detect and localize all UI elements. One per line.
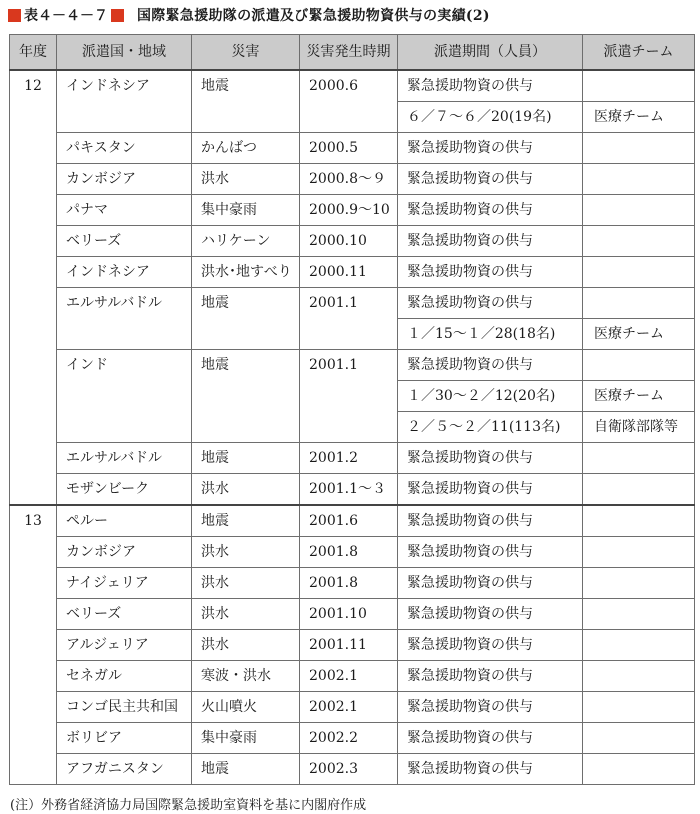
table-row — [10, 164, 695, 195]
period-cell: １／15～１／28(18名) — [398, 319, 583, 350]
period-cell: 緊急援助物資の供与 — [398, 599, 583, 630]
team-cell — [583, 350, 695, 381]
disaster-cell: 洪水 — [192, 537, 300, 568]
team-cell — [583, 226, 695, 257]
table-caption — [8, 4, 698, 26]
country-cell: カンボジア — [57, 537, 192, 568]
country-cell: インドネシア — [57, 257, 192, 288]
date-cell: 2002.2 — [300, 723, 398, 754]
disaster-cell: 地震 — [192, 350, 300, 443]
fiscal-year-cell: 12 — [10, 70, 57, 505]
disaster-cell: 火山噴火 — [192, 692, 300, 723]
team-cell — [583, 443, 695, 474]
date-cell: 2001.8 — [300, 568, 398, 599]
caption-marker-icon — [111, 9, 124, 22]
date-cell: 2001.8 — [300, 537, 398, 568]
team-cell — [583, 754, 695, 785]
table-row — [10, 195, 695, 226]
date-cell: 2000.10 — [300, 226, 398, 257]
disaster-cell: 地震 — [192, 70, 300, 133]
fiscal-year-cell: 13 — [10, 505, 57, 785]
team-cell — [583, 630, 695, 661]
disaster-cell: 地震 — [192, 443, 300, 474]
table-row — [10, 599, 695, 630]
table-row — [10, 257, 695, 288]
header-country: 派遣国・地域 — [57, 35, 192, 71]
team-cell — [583, 288, 695, 319]
date-cell: 2000.5 — [300, 133, 398, 164]
fiscal-year-12-block — [10, 70, 695, 505]
period-cell: 緊急援助物資の供与 — [398, 288, 583, 319]
team-cell: 自衛隊部隊等 — [583, 412, 695, 443]
disaster-cell: 洪水 — [192, 164, 300, 195]
country-cell: パキスタン — [57, 133, 192, 164]
period-cell: 緊急援助物資の供与 — [398, 164, 583, 195]
disaster-cell: 集中豪雨 — [192, 723, 300, 754]
table-number: 表４－４－７ — [24, 8, 108, 24]
date-cell: 2001.1 — [300, 350, 398, 443]
date-cell: 2000.6 — [300, 70, 398, 133]
team-cell — [583, 474, 695, 506]
period-cell: 緊急援助物資の供与 — [398, 661, 583, 692]
table-row — [10, 630, 695, 661]
disaster-cell: 地震 — [192, 505, 300, 537]
date-cell: 2001.1～３ — [300, 474, 398, 506]
period-cell: 緊急援助物資の供与 — [398, 133, 583, 164]
header-team: 派遣チーム — [583, 35, 695, 71]
disaster-cell: かんばつ — [192, 133, 300, 164]
country-cell: ペルー — [57, 505, 192, 537]
table-row — [10, 692, 695, 723]
team-cell — [583, 599, 695, 630]
table-row — [10, 661, 695, 692]
period-cell: 緊急援助物資の供与 — [398, 350, 583, 381]
country-cell: インド — [57, 350, 192, 443]
period-cell: 緊急援助物資の供与 — [398, 692, 583, 723]
table-title: 国際緊急援助隊の派遣及び緊急援助物資供与の実績(2) — [137, 8, 490, 24]
country-cell: ナイジェリア — [57, 568, 192, 599]
team-cell: 医療チーム — [583, 381, 695, 412]
country-cell: エルサルバドル — [57, 443, 192, 474]
table-row — [10, 443, 695, 474]
header-date: 災害発生時期 — [300, 35, 398, 71]
caption-marker-icon — [8, 9, 21, 22]
period-cell: 緊急援助物資の供与 — [398, 474, 583, 506]
table-row — [10, 723, 695, 754]
country-cell: モザンビーク — [57, 474, 192, 506]
table-row — [10, 568, 695, 599]
team-cell — [583, 257, 695, 288]
source-note: (注）外務省経済協力局国際緊急援助室資料を基に内閣府作成 — [10, 798, 367, 813]
country-cell: セネガル — [57, 661, 192, 692]
header-disaster: 災害 — [192, 35, 300, 71]
team-cell — [583, 505, 695, 537]
period-cell: １／30～２／12(20名) — [398, 381, 583, 412]
country-cell: ボリビア — [57, 723, 192, 754]
disaster-cell: 洪水 — [192, 474, 300, 506]
table-row — [10, 537, 695, 568]
team-cell — [583, 568, 695, 599]
date-cell: 2002.1 — [300, 692, 398, 723]
period-cell: 緊急援助物資の供与 — [398, 257, 583, 288]
aid-record-table — [9, 34, 695, 785]
date-cell: 2002.1 — [300, 661, 398, 692]
table-row — [10, 133, 695, 164]
team-cell: 医療チーム — [583, 102, 695, 133]
disaster-cell: 地震 — [192, 754, 300, 785]
date-cell: 2002.3 — [300, 754, 398, 785]
date-cell: 2001.2 — [300, 443, 398, 474]
date-cell: 2000.9～10 — [300, 195, 398, 226]
disaster-cell: 洪水 — [192, 599, 300, 630]
date-cell: 2001.11 — [300, 630, 398, 661]
country-cell: コンゴ民主共和国 — [57, 692, 192, 723]
date-cell: 2001.10 — [300, 599, 398, 630]
country-cell: パナマ — [57, 195, 192, 226]
disaster-cell: 寒波・洪水 — [192, 661, 300, 692]
country-cell: アフガニスタン — [57, 754, 192, 785]
table-row — [10, 754, 695, 785]
country-cell: アルジェリア — [57, 630, 192, 661]
team-cell — [583, 70, 695, 102]
period-cell: ２／５～２／11(113名) — [398, 412, 583, 443]
header-period: 派遣期間（人員） — [398, 35, 583, 71]
disaster-cell: 洪水 — [192, 568, 300, 599]
table-row — [10, 288, 695, 319]
period-cell: 緊急援助物資の供与 — [398, 226, 583, 257]
team-cell: 医療チーム — [583, 319, 695, 350]
country-cell: カンボジア — [57, 164, 192, 195]
country-cell: ベリーズ — [57, 226, 192, 257]
team-cell — [583, 195, 695, 226]
country-cell: インドネシア — [57, 70, 192, 133]
period-cell: 緊急援助物資の供与 — [398, 568, 583, 599]
period-cell: 緊急援助物資の供与 — [398, 537, 583, 568]
period-cell: 緊急援助物資の供与 — [398, 754, 583, 785]
disaster-cell: 集中豪雨 — [192, 195, 300, 226]
team-cell — [583, 537, 695, 568]
disaster-cell: 地震 — [192, 288, 300, 350]
disaster-cell: 洪水･地すべり — [192, 257, 300, 288]
disaster-cell: 洪水 — [192, 630, 300, 661]
team-cell — [583, 164, 695, 195]
period-cell: ６／７～６／20(19名) — [398, 102, 583, 133]
period-cell: 緊急援助物資の供与 — [398, 195, 583, 226]
table-row — [10, 226, 695, 257]
header-row — [10, 35, 695, 71]
period-cell: 緊急援助物資の供与 — [398, 630, 583, 661]
country-cell: エルサルバドル — [57, 288, 192, 350]
date-cell: 2000.8～９ — [300, 164, 398, 195]
fiscal-year-13-block — [10, 505, 695, 785]
period-cell: 緊急援助物資の供与 — [398, 505, 583, 537]
table-row — [10, 474, 695, 506]
date-cell: 2000.11 — [300, 257, 398, 288]
table-row — [10, 350, 695, 381]
team-cell — [583, 661, 695, 692]
team-cell — [583, 133, 695, 164]
table-row — [10, 70, 695, 102]
period-cell: 緊急援助物資の供与 — [398, 70, 583, 102]
team-cell — [583, 723, 695, 754]
country-cell: ベリーズ — [57, 599, 192, 630]
header-year: 年度 — [10, 35, 57, 71]
team-cell — [583, 692, 695, 723]
date-cell: 2001.1 — [300, 288, 398, 350]
table-row — [10, 505, 695, 537]
period-cell: 緊急援助物資の供与 — [398, 723, 583, 754]
disaster-cell: ハリケーン — [192, 226, 300, 257]
date-cell: 2001.6 — [300, 505, 398, 537]
period-cell: 緊急援助物資の供与 — [398, 443, 583, 474]
